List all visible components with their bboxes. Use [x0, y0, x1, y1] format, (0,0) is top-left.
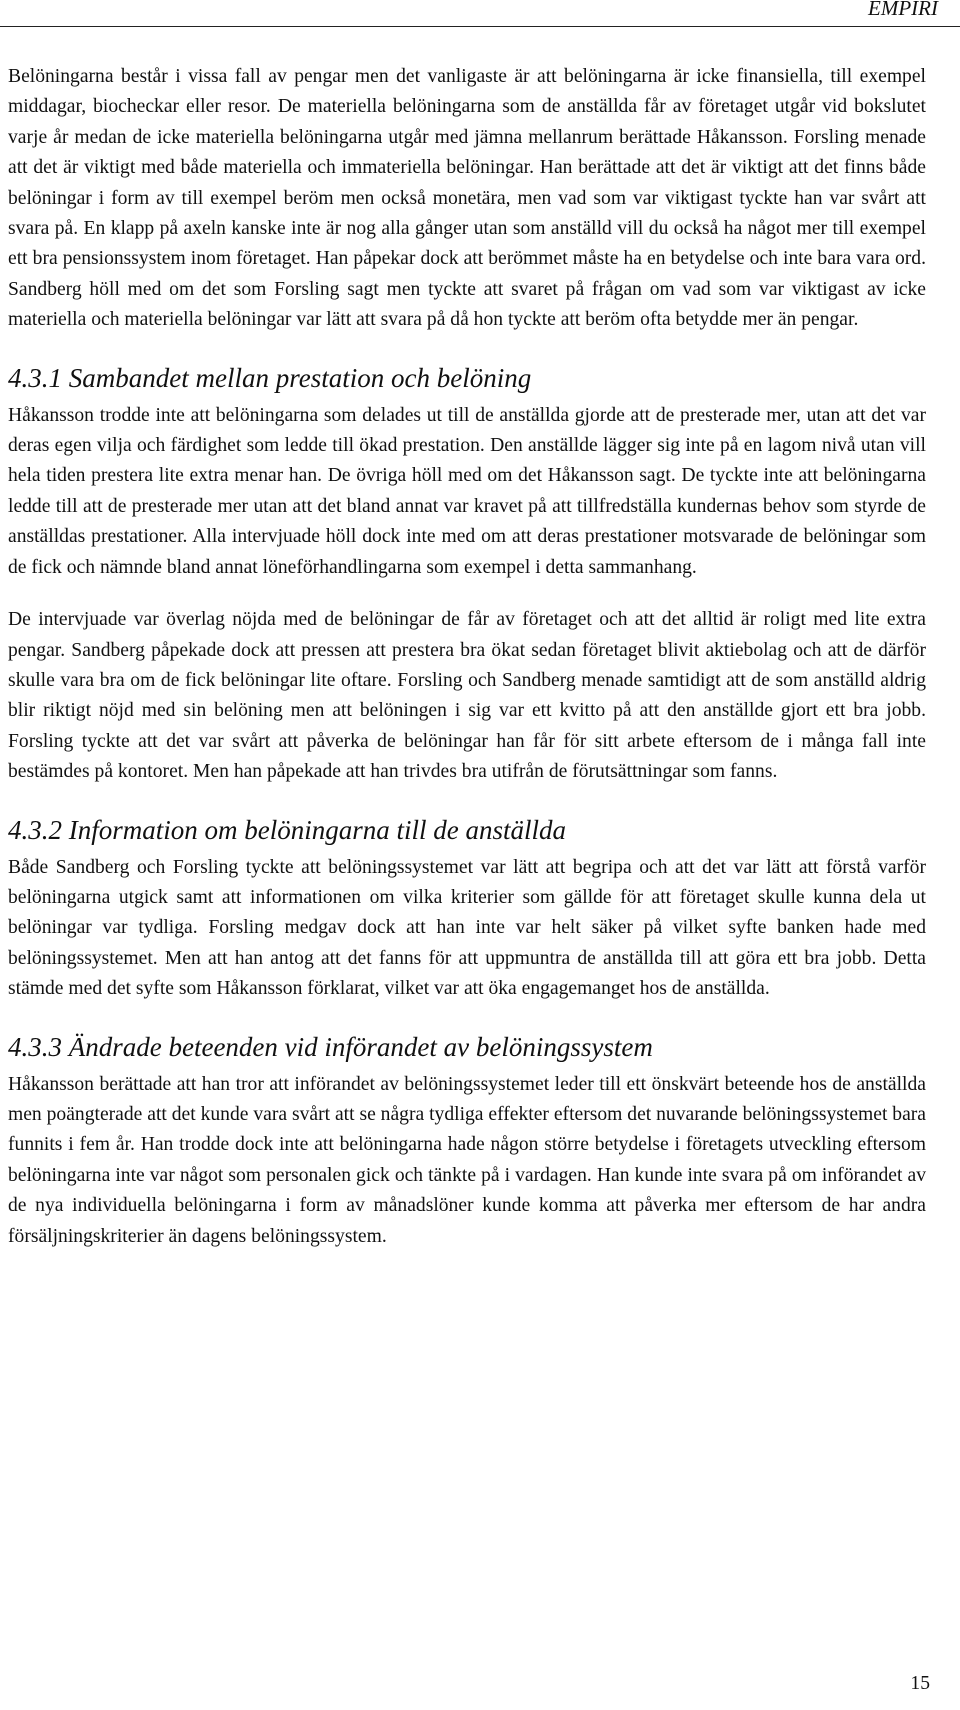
paragraph-satisfaction: De intervjuade var överlag nöjda med de belöningar de får av företaget och att det alltid är roligt med lite extra pengar. Sandberg påpekade dock att pressen att prestera bra ökat sedan företaget blivit aktiebolag och att de därför skulle vara bra om de fick belöningar lite oftare. Forsling och Sandberg menade samtidigt att de som anställd aldrig blir riktigt nöjd med sin belöning men att belöningen i sig var ett kvitto på att den anställde gjort ett bra jobb. Forsling tyckte att det var svårt att påverka de belöningar han får för sitt arbete eftersom de i många fall inte bestämdes på kontoret. Men han påpekade att han trivdes bra utifrån de förutsättningar som fanns.	[8, 609, 926, 783]
page-body	[8, 62, 926, 1252]
paragraph-rewards-types: Belöningarna består i vissa fall av pengar men det vanligaste är att belöningarna är icke finansiella, till exempel middagar, biocheckar eller resor. De materiella belöningarna som de anställda får av företaget utgår vid bokslutet varje år medan de icke materiella belöningarna utgår med jämna mellanrum berättade Håkansson. Forsling menade att det är viktigt med både materiella och immateriella belöningar. Han berättade att det är viktigt att det finns både belöningar i form av till exempel beröm men också monetära, men vad som var viktigast tyckte han var svårt att svara på. En klapp på axeln kanske inte är nog alla gånger utan som anställd vill du också ha något mer till exempel ett bra pensionssystem inom företaget. Han påpekar dock att berömmet måste ha en betydelse och inte bara vara ord. Sandberg höll med om det som Forsling sagt men tyckte att svaret på frågan om vad som var viktigast av icke materiella och materiella belöningar var lätt att svara på då hon tyckte att beröm ofta betydde mer än pengar.	[8, 66, 926, 331]
section-number: 4.3.2	[8, 814, 62, 845]
page-number: 15	[910, 1673, 930, 1694]
section-title: Ändrade beteenden vid införandet av belöningssystem	[68, 1031, 653, 1062]
section-heading-4-3-2	[8, 814, 926, 846]
section-title: Sambandet mellan prestation och belöning	[68, 362, 532, 393]
paragraph-performance-link: Håkansson trodde inte att belöningarna som delades ut till de anställda gjorde att de presterade mer, utan att det var deras egen vilja och färdighet som ledde till ökad prestation. Den anställde lägger sig inte på en lagom nivå utan vill hela tiden prestera lite extra menar han. De övriga höll med om det Håkansson sagt. De tyckte inte att belöningarna ledde till att de presterade mer utan att det bland annat var kravet på att tillfredställa kundernas behov som styrde de anställdas prestationer. Alla intervjuade höll dock inte med om att deras prestationer motsvarade de belöningar som de fick och nämnde bland annat löneförhandlingarna som exempel i detta sammanhang.	[8, 404, 926, 578]
section-heading-4-3-3	[8, 1031, 926, 1063]
header-divider	[0, 26, 960, 27]
running-header-title: EMPIRI	[868, 0, 938, 20]
section-number: 4.3.3	[8, 1031, 62, 1062]
paragraph-behaviour-change: Håkansson berättade att han tror att införandet av belöningssystemet leder till ett önskvärt beteende hos de anställda men poängterade att det kunde vara svårt att se några tydliga effekter eftersom det nuvarande belöningssystemet bara funnits i fem år. Han trodde dock inte att belöningarna hade någon större betydelse i företagets utveckling eftersom belöningarna inte var något som personalen gick och tänkte på i vardagen. Han kunde inte svara på om införandet av de nya individuella belöningarna i form av månadslöner kunde komma att påverka mer eftersom de har andra försäljningskriterier än dagens belöningssystem.	[8, 1073, 927, 1247]
section-title: Information om belöningarna till de anställda	[68, 814, 566, 845]
paragraph-information: Både Sandberg och Forsling tyckte att belöningssystemet var lätt att begripa och att det var lätt att förstå varför belöningarna utgick samt att informationen om vilka kriterier som gällde för att företaget skulle kunna dela ut belöningar var tydliga. Forsling medgav dock att han inte var helt säker på vilket syfte banken hade med belöningssystemet. Men att han antog att det fanns för att uppmuntra de anställda till att göra ett bra jobb. Detta stämde med det syfte som Håkansson förklarat, vilket var att öka engagemanget hos de anställda.	[8, 856, 926, 1000]
page-header	[0, 0, 960, 24]
section-heading-4-3-1	[8, 362, 926, 394]
section-number: 4.3.1	[8, 362, 62, 393]
